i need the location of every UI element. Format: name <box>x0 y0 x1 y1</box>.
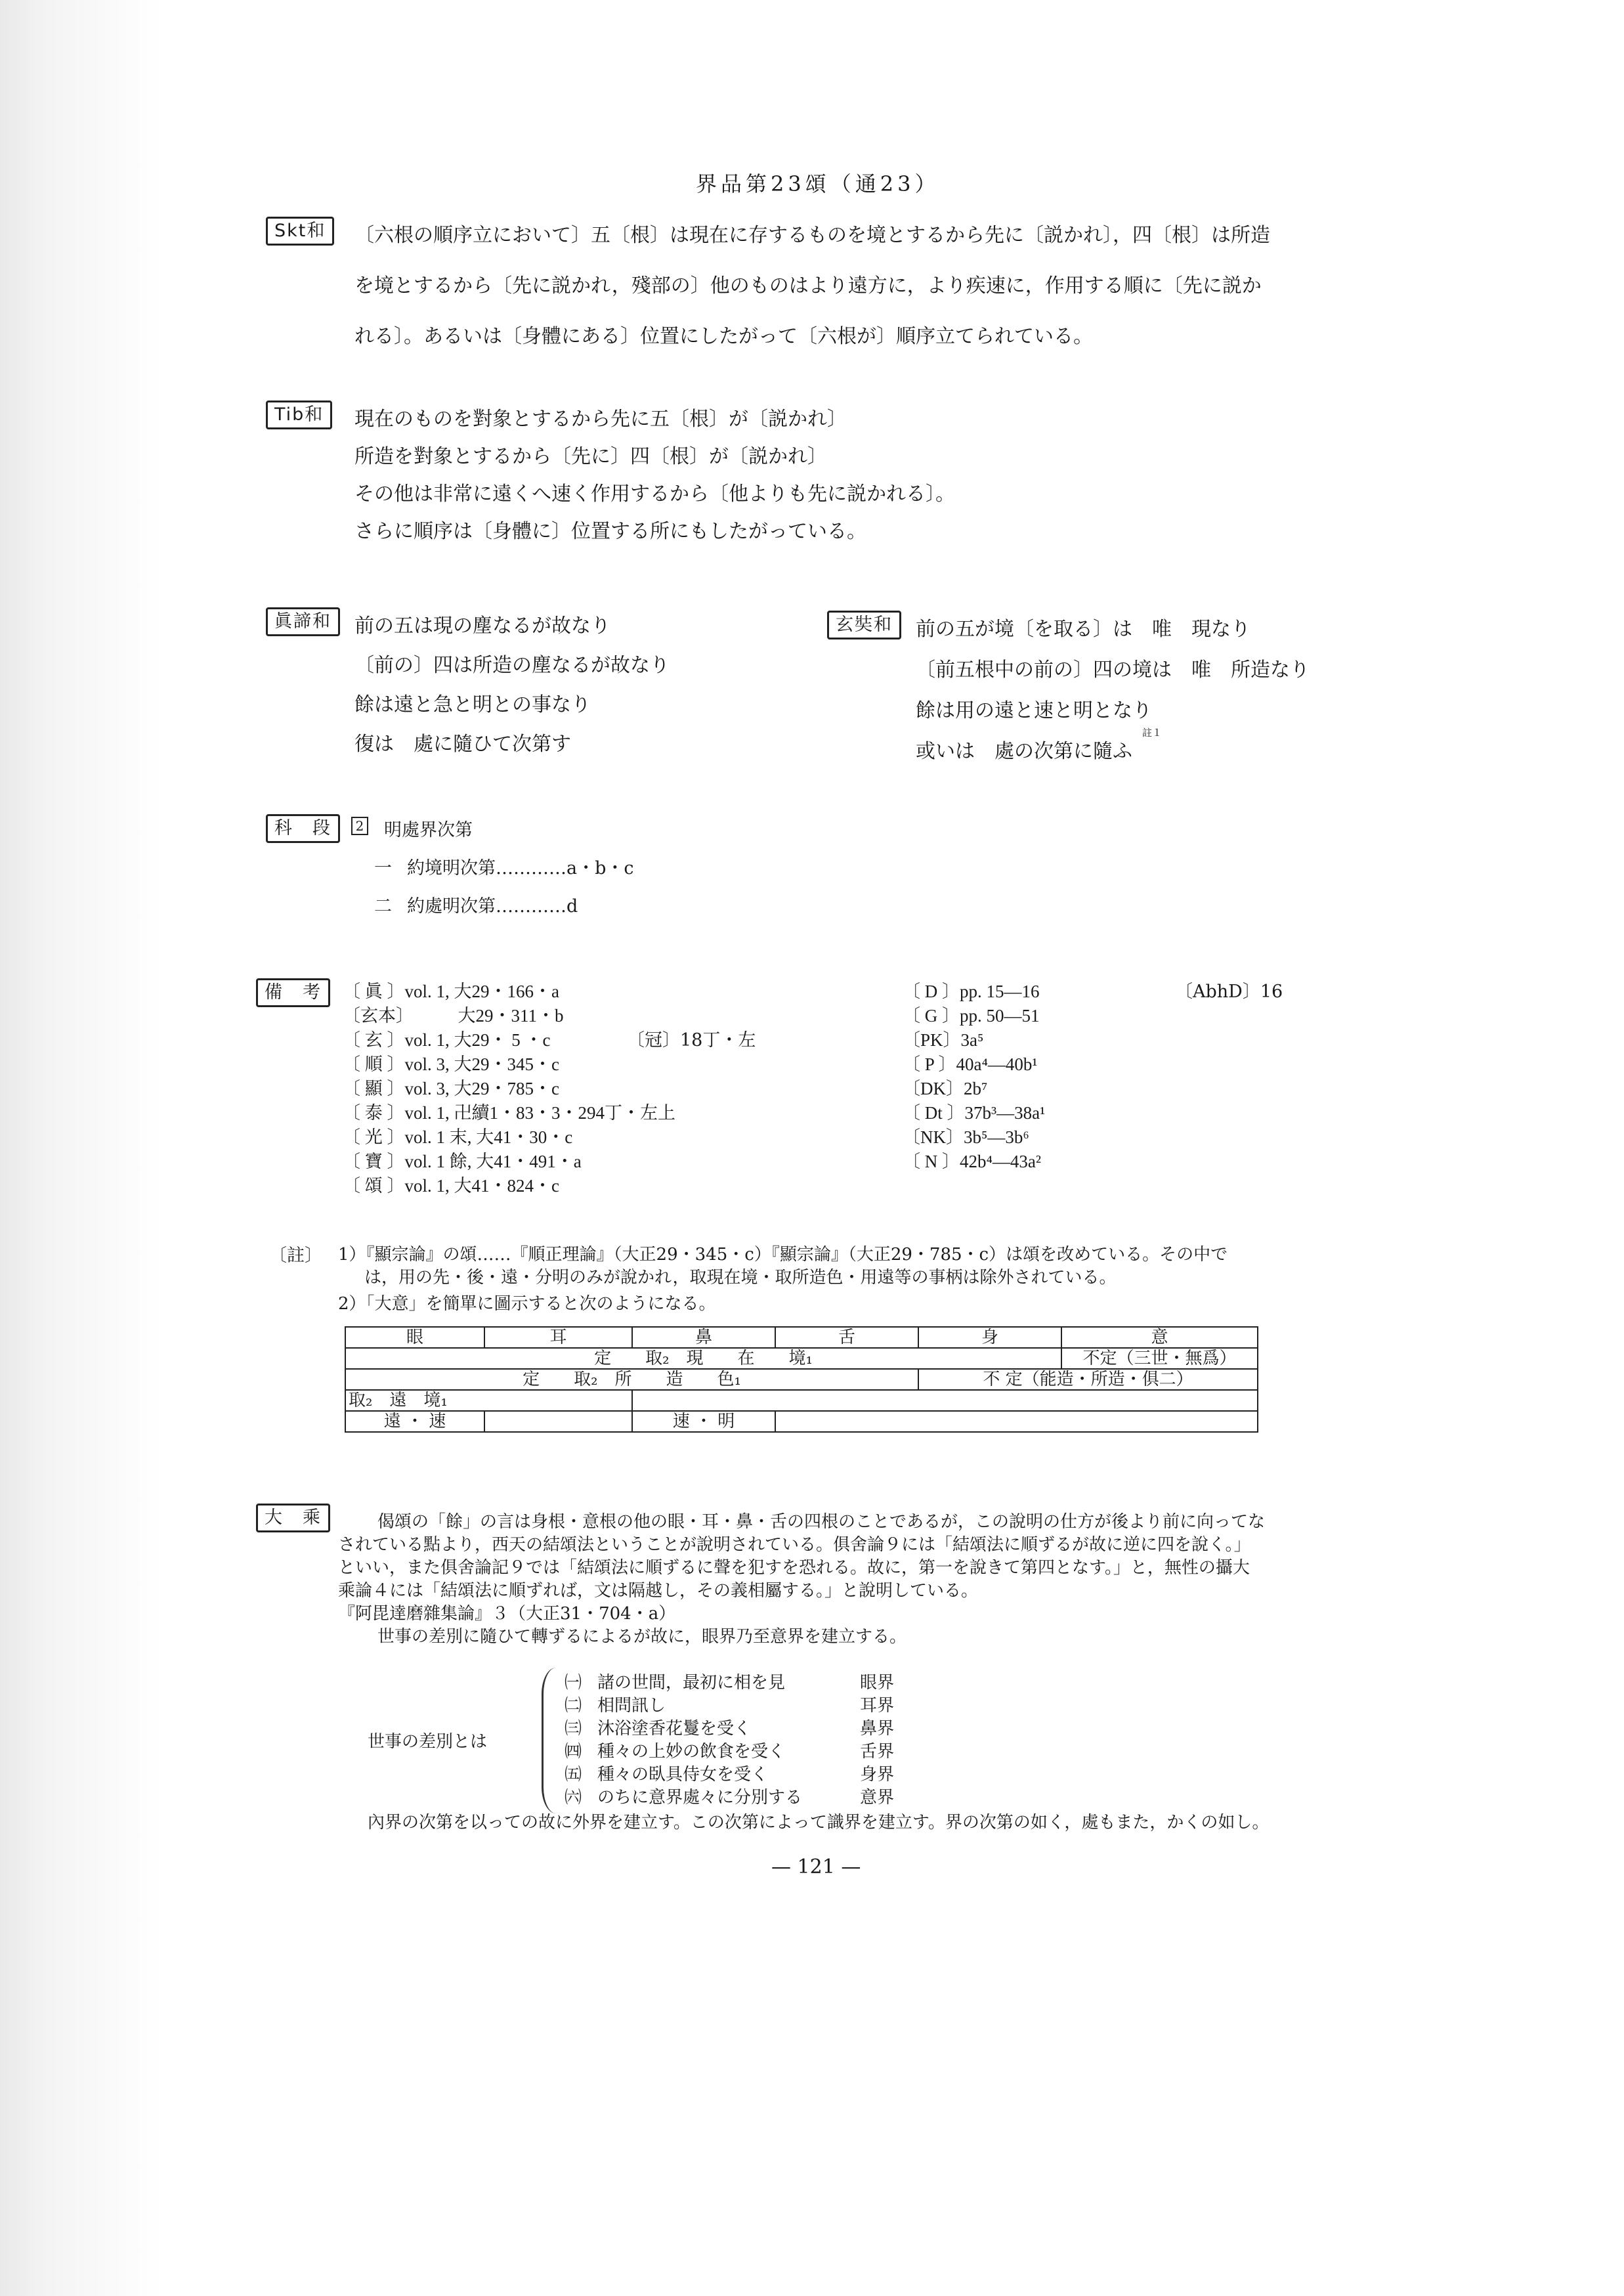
bikou-tag: 備 考 <box>256 978 330 1007</box>
daijo-item-2-text: 相問訊し <box>597 1696 666 1716</box>
bikou-left-3: 〔 玄 〕vol. 1, 大29・ 5 ・c <box>343 1030 551 1050</box>
daijo-item-2-kind: 耳界 <box>860 1696 895 1716</box>
bikou-left-1: 〔 眞 〕vol. 1, 大29・166・a <box>343 982 559 1001</box>
daijo-indent-line: 世事の差別に隨ひて轉ずるによるが故に，眼界乃至意界を建立する。 <box>377 1627 907 1647</box>
paramartha-tag: 眞諦和 <box>266 607 340 636</box>
bikou-right-8: 〔 N 〕42b⁴—43a² <box>903 1152 1041 1171</box>
daijo-line-3: といい，また俱舍論記９では「結頌法に順ずるに聲を犯すを恐れる。故に，第一を說きて第四となす。」と，無性の攝大 <box>338 1558 1250 1578</box>
bikou-left-4: 〔 順 〕vol. 3, 大29・345・c <box>343 1054 559 1074</box>
diagram-row-4-eye: 遠 ・ 速 <box>345 1411 484 1432</box>
daijo-item-5-num: ㈤ <box>565 1765 582 1785</box>
daijo-item-3-text: 沐浴塗香花鬘を受く <box>597 1719 752 1739</box>
diagram-row-1-main: 定 取₂ 現 在 境₁ <box>345 1348 1061 1369</box>
kadan-item-1-text: 約境明次第…………a・b・c <box>407 858 634 878</box>
diagram-row-4-rest <box>775 1411 1258 1432</box>
skt-line-1: 〔六根の順序立において〕五〔根〕は現在に存するものを境とするから先に〔説かれ〕，四〔根〕は所造 <box>354 224 1270 247</box>
skt-line-2: を境とするから〔先に説かれ，殘部の〕他のものはより遠方に，より疾速に，作用する順に〔先に説か <box>354 274 1262 297</box>
diagram-row-4-ear <box>484 1411 632 1432</box>
daijo-line-4: 乘論４には「結頌法に順ずれば，文は隔越し，その義相屬する。」と說明している。 <box>338 1581 979 1601</box>
diagram-header-tongue: 舌 <box>775 1327 918 1348</box>
xuanzang-tag: 玄奘和 <box>827 611 901 639</box>
paramartha-line-3: 餘は遠と急と明との事なり <box>354 693 591 716</box>
daijo-final-line: 內界の次第を以っての故に外界を建立す。この次第によって識界を建立す。界の次第の如く，處もまた，かくの如し。 <box>368 1813 1270 1832</box>
kadan-item-1-num: 一 <box>374 858 392 878</box>
diagram-row-1-mind: 不定（三世・無爲） <box>1061 1348 1258 1369</box>
diagram-row-3-main: 取₂ 遠 境₁ <box>345 1390 632 1411</box>
senses-diagram-table <box>345 1326 1258 1433</box>
bikou-right-list <box>903 980 1045 1174</box>
diagram-row-3 <box>345 1390 1258 1411</box>
paramartha-line-4: 復は 處に隨ひて次第す <box>354 733 571 756</box>
diagram-row-1 <box>345 1348 1258 1369</box>
daijo-item-5-kind: 身界 <box>860 1765 895 1785</box>
bikou-right-3: 〔PK〕3a⁵ <box>903 1030 984 1050</box>
bikou-left-8: 〔 寶 〕vol. 1 餘, 大41・491・a <box>343 1152 582 1171</box>
daijo-line-2: されている點より，西天の結頌法ということが說明されている。俱舍論９には「結頌法に順ずるが故に逆に四を說く。」 <box>338 1535 1251 1555</box>
bikou-left-list <box>343 980 675 1198</box>
kadan-tag: 科 段 <box>266 814 340 843</box>
diagram-row-4 <box>345 1411 1258 1432</box>
daijo-item-6-num: ㈥ <box>565 1788 582 1808</box>
bikou-right-4: 〔 P 〕40a⁴—40b¹ <box>903 1054 1038 1074</box>
diagram-header-nose: 鼻 <box>632 1327 775 1348</box>
diagram-header-mind: 意 <box>1061 1327 1258 1348</box>
bikou-abhd: 〔AbhD〕16 <box>1175 982 1283 1002</box>
daijo-line-5: 『阿毘達磨雜集論』３（大正31・704・a） <box>338 1604 676 1624</box>
daijo-item-6-text: のちに意界處々に分別する <box>597 1788 803 1808</box>
diagram-row-2-rest: 不 定（能造・所造・俱二） <box>918 1369 1258 1390</box>
footnote-mark: 註１ <box>1142 727 1163 739</box>
bikou-right-1: 〔 D 〕pp. 15—16 <box>903 982 1040 1001</box>
bikou-left-2: 〔玄本〕 大29・311・b <box>343 1006 564 1026</box>
kadan-item-2-text: 約處明次第…………d <box>407 896 578 917</box>
bikou-kan: 〔冠〕18丁・左 <box>627 1030 756 1051</box>
paramartha-line-2: 〔前の〕四は所造の塵なるが故なり <box>354 654 670 677</box>
daijo-item-1-text: 諸の世間，最初に相を見 <box>597 1673 786 1693</box>
scan-shadow-edge <box>0 0 164 2296</box>
bikou-left-9: 〔 頌 〕vol. 1, 大41・824・c <box>343 1176 559 1196</box>
daijo-group-label: 世事の差別とは <box>368 1732 488 1752</box>
bikou-right-6: 〔 Dt 〕37b³—38a¹ <box>903 1103 1046 1123</box>
daijo-item-5-text: 種々の臥具侍女を受く <box>597 1765 769 1785</box>
daijo-item-4-num: ㈣ <box>565 1742 582 1762</box>
tib-line-1: 現在のものを對象とするから先に五〔根〕が〔説かれ〕 <box>354 408 847 431</box>
kadan-heading: 明處界次第 <box>384 820 473 840</box>
bikou-right-5: 〔DK〕2b⁷ <box>903 1079 988 1098</box>
bikou-left-7: 〔 光 〕vol. 1 末, 大41・30・c <box>343 1127 573 1147</box>
daijo-line-1: 偈頌の「餘」の言は身根・意根の他の眼・耳・鼻・舌の四根のことであるが，この說明の仕方が後より前に向ってな <box>377 1512 1266 1532</box>
note2-line: 2）「大意」を簡單に圖示すると次のようになる。 <box>338 1294 716 1314</box>
diagram-row-2-main: 定 取₂ 所 造 色₁ <box>345 1369 918 1390</box>
kadan-item-2-num: 二 <box>374 896 392 917</box>
daijo-tag: 大 乘 <box>256 1504 330 1532</box>
bikou-right-7: 〔NK〕3b⁵—3b⁶ <box>903 1127 1029 1147</box>
diagram-row-4-nose: 速 ・ 明 <box>632 1411 775 1432</box>
kadan-number: 2 <box>351 817 368 835</box>
daijo-item-2-num: ㈡ <box>565 1696 582 1716</box>
note1-line-1: 1）『顯宗論』の頌……『順正理論』（大正29・345・c）『顯宗論』（大正29・785・c）は頌を改めている。その中で <box>338 1245 1228 1265</box>
diagram-header-row <box>345 1327 1258 1348</box>
daijo-item-1-num: ㈠ <box>565 1673 582 1693</box>
diagram-header-eye: 眼 <box>345 1327 484 1348</box>
skt-tag: Skt和 <box>266 217 334 246</box>
xuanzang-line-2: 〔前五根中の前の〕四の境は 唯 所造なり <box>916 659 1310 682</box>
notes-tag: 〔註〕 <box>269 1245 322 1266</box>
daijo-brace <box>542 1668 558 1813</box>
daijo-item-6-kind: 意界 <box>860 1788 895 1808</box>
diagram-header-ear: 耳 <box>484 1327 632 1348</box>
daijo-item-4-kind: 舌界 <box>860 1742 895 1762</box>
bikou-left-6: 〔 泰 〕vol. 1, 卍續1・83・3・294丁・左上 <box>343 1103 676 1123</box>
xuanzang-line-3: 餘は用の遠と速と明となり <box>916 699 1152 722</box>
bikou-right-2: 〔 G 〕pp. 50—51 <box>903 1006 1040 1026</box>
paramartha-line-1: 前の五は現の塵なるが故なり <box>354 615 610 638</box>
tib-line-2: 所造を對象とするから〔先に〕四〔根〕が〔説かれ〕 <box>354 445 827 468</box>
tib-line-3: その他は非常に遠くへ速く作用するから〔他よりも先に説かれる〕。 <box>354 483 955 506</box>
diagram-row-2 <box>345 1369 1258 1390</box>
skt-line-3: れる〕。あるいは〔身體にある〕位置にしたがって〔六根が〕順序立てられている。 <box>354 325 1093 348</box>
tib-tag: Tib和 <box>266 401 332 429</box>
diagram-header-body: 身 <box>918 1327 1061 1348</box>
tib-line-4: さらに順序は〔身體に〕位置する所にもしたがっている。 <box>354 520 866 543</box>
page-number: — 121 — <box>771 1855 861 1878</box>
diagram-row-3-empty <box>632 1390 1258 1411</box>
daijo-item-3-num: ㈢ <box>565 1719 582 1739</box>
daijo-item-1-kind: 眼界 <box>860 1673 895 1693</box>
bikou-left-5: 〔 顯 〕vol. 3, 大29・785・c <box>343 1079 559 1098</box>
note1-line-2: は，用の先・後・遠・分明のみが說かれ，取現在境・取所造色・用遠等の事柄は除外されている。 <box>364 1268 1117 1288</box>
page-title: 界品第23頌（通23） <box>696 171 940 196</box>
xuanzang-line-4: 或いは 處の次第に隨ふ <box>916 740 1132 763</box>
daijo-item-3-kind: 鼻界 <box>860 1719 895 1739</box>
xuanzang-line-1: 前の五が境〔を取る〕は 唯 現なり <box>916 618 1250 641</box>
daijo-item-4-text: 種々の上妙の飲食を受く <box>597 1742 786 1762</box>
